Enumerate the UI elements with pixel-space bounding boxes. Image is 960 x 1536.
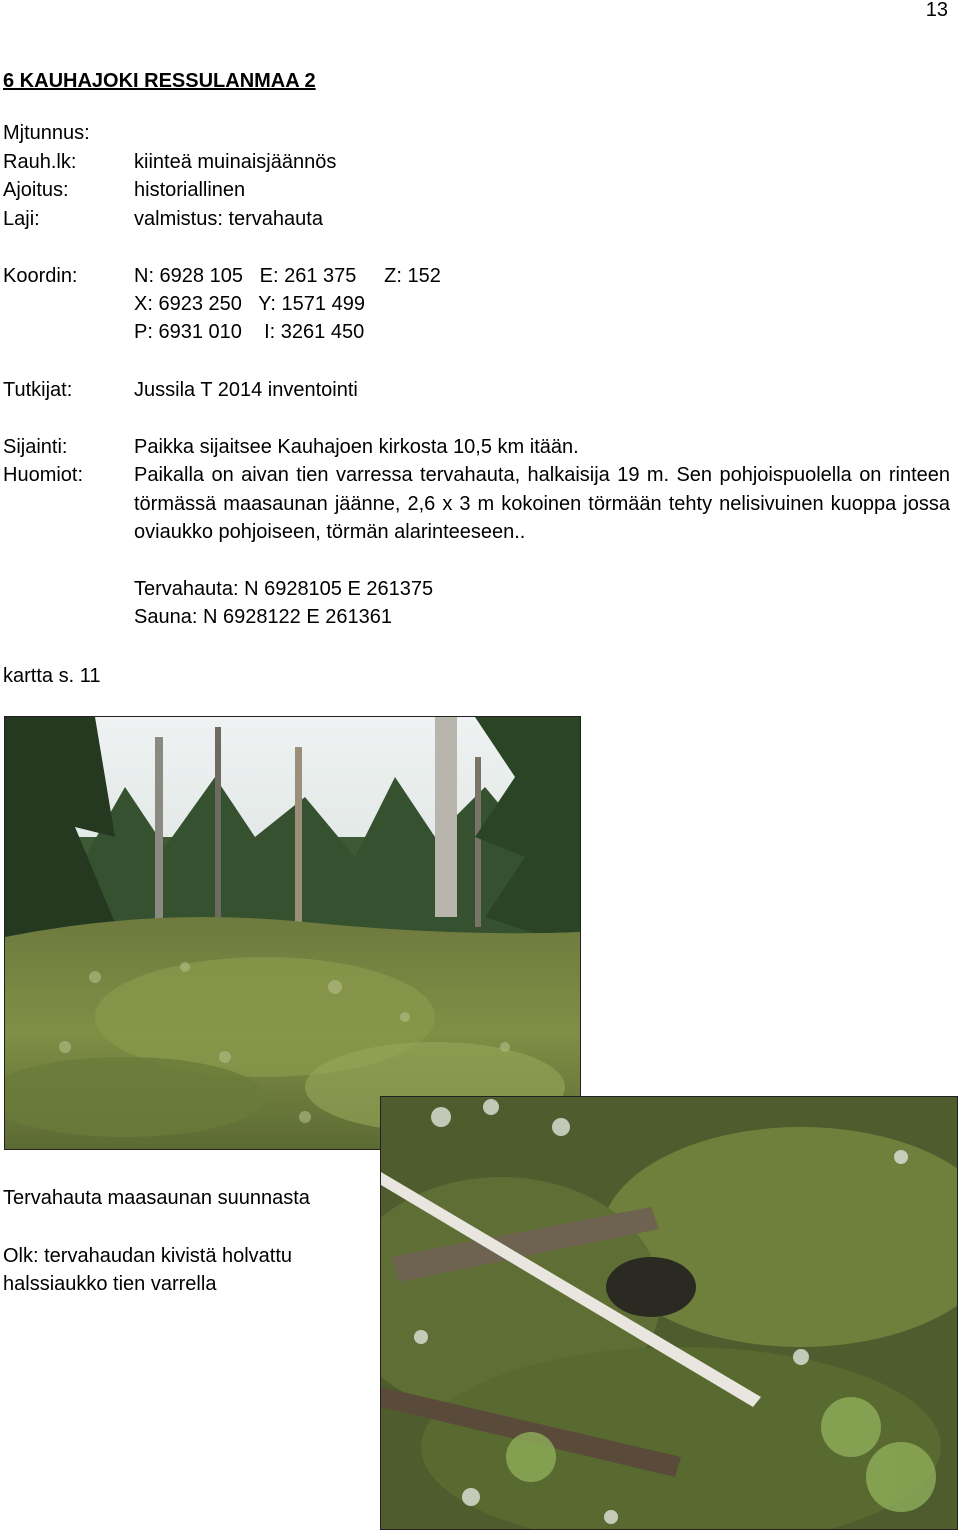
laji-label: Laji: — [3, 208, 40, 230]
caption-photo-2-line1: Olk: tervahaudan kivistä holvattu — [3, 1245, 293, 1267]
huomiot-label: Huomiot: — [3, 464, 84, 486]
tutkijat-value: Jussila T 2014 inventointi — [134, 379, 358, 401]
ajoitus-value: historiallinen — [134, 179, 246, 201]
huomiot-text-block — [134, 461, 950, 632]
sauna-coords: Sauna: N 6928122 E 261361 — [134, 606, 392, 628]
page-number: 13 — [925, 0, 948, 21]
sijainti-value: Paikka sijaitsee Kauhajoen kirkosta 10,5 km itään. — [134, 436, 579, 458]
koordin-line1: N: 6928 105 E: 261 375 Z: 152 — [134, 265, 441, 287]
photo-tar-pit — [4, 716, 581, 1150]
laji-value: valmistus: tervahauta — [134, 208, 323, 230]
tutkijat-label: Tutkijat: — [3, 379, 73, 401]
sijainti-label: Sijainti: — [3, 436, 68, 458]
caption-photo-2-line2: halssiaukko tien varrella — [3, 1273, 217, 1295]
mjtunnus-label: Mjtunnus: — [3, 122, 90, 144]
rauhlk-label: Rauh.lk: — [3, 151, 77, 173]
ajoitus-label: Ajoitus: — [3, 179, 69, 201]
caption-photo-1: Tervahauta maasaunan suunnasta — [3, 1187, 310, 1209]
rauhlk-value: kiinteä muinaisjäännös — [134, 151, 337, 173]
koordin-line3: P: 6931 010 I: 3261 450 — [134, 321, 365, 343]
map-reference: kartta s. 11 — [3, 665, 101, 687]
huomiot-text: Paikalla on aivan tien varressa tervahauta, halkaisija 19 m. Sen pohjoispuolella on rinteen törmässä maasaunan jäänne, 2,6 x 3 m kokoinen törmään tehty nelisivuinen kuoppa jossa oviaukko pohjoiseen, törmän alarinteeseen.. — [134, 464, 950, 543]
koordin-label: Koordin: — [3, 265, 78, 287]
koordin-line2: X: 6923 250 Y: 1571 499 — [134, 293, 365, 315]
photo-vault-opening — [380, 1096, 958, 1530]
tervahauta-coords: Tervahauta: N 6928105 E 261375 — [134, 577, 434, 600]
page-title: 6 KAUHAJOKI RESSULANMAA 2 — [3, 70, 316, 92]
